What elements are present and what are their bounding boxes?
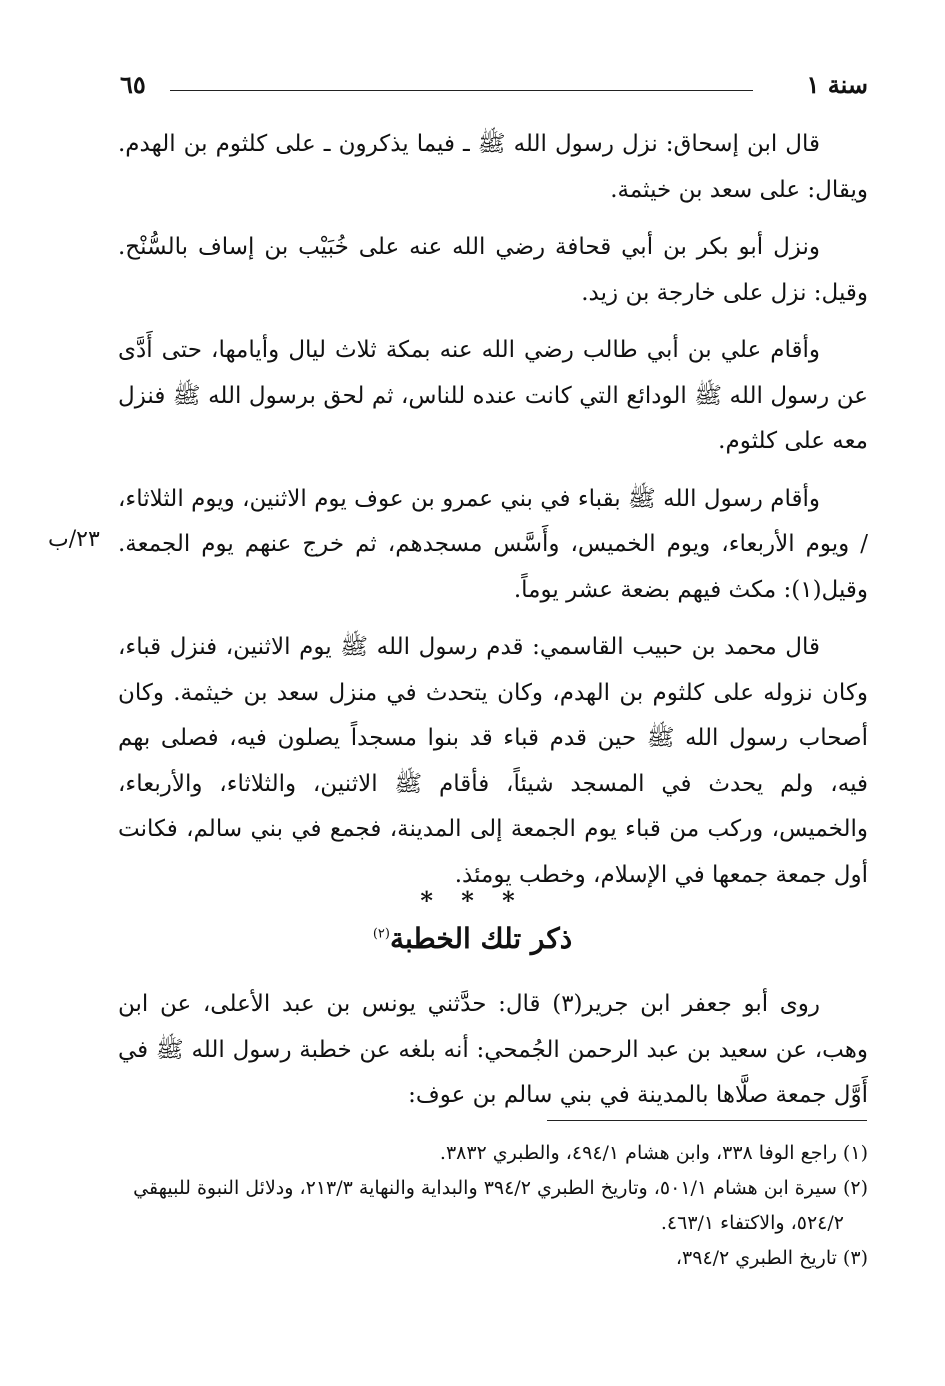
paragraph: وأقام رسول الله ﷺ بقباء في بني عمرو بن عوف يوم الاثنين، ويوم الثلاثاء، / ويوم الأربعاء، ويوم الخميس، وأَسَّس مسجدهم، ثم خرج عنهم يوم الجمعة. وقيل(١): مكث فيهم بضعة عشر يوماً. — [118, 485, 868, 603]
footnote: (١) راجع الوفا ٣٣٨، وابن هشام ٤٩٤/١، والطبري ٣٨٣٢. — [439, 1142, 868, 1164]
footnotes — [118, 1136, 868, 1276]
section-heading-footnote-ref: (٢) — [372, 926, 390, 942]
footnote-continuation — [118, 1206, 868, 1241]
footnote-rule — [547, 1120, 867, 1121]
footnote-continuation-text: ٥٢٤/٢، والاكتفاء ٤٦٣/١. — [660, 1212, 844, 1234]
page-number: ٦٥ — [120, 70, 146, 99]
paragraph: روى أبو جعفر ابن جرير(٣) قال: حدَّثني يونس بن عبد الأعلى، عن ابن وهب، عن سعيد بن عبد الرحمن الجُمحي: أنه بلغه عن خطبة رسول الله ﷺ في أَوَّل جمعة صلَّاها بالمدينة في بني سالم بن عوف: — [118, 991, 868, 1108]
paragraph: ونزل أبو بكر بن أبي قحافة رضي الله عنه على خُبَيْب بن إساف بالسُّنْح. وقيل: نزل على خارجة بن زيد. — [118, 234, 868, 306]
section-heading-text: ذكر تلك الخطبة — [389, 922, 573, 955]
folio-margin-note: ٢٣/ب — [48, 527, 100, 552]
section-separator: * * * — [420, 886, 525, 915]
footnote: (٢) سيرة ابن هشام ٥٠١/١، وتاريخ الطبري ٣٩٤/٢ والبداية والنهاية ٢١٣/٣، ودلائل النبوة للبيهقي — [133, 1177, 868, 1199]
header-rule — [170, 90, 753, 91]
section-heading — [0, 922, 945, 955]
section-text — [118, 982, 868, 1131]
running-header — [120, 66, 868, 106]
paragraph: قال محمد بن حبيب القاسمي: قدم رسول الله ﷺ يوم الاثنين، فنزل قباء، وكان نزوله على كلثوم بن الهدم، وكان يتحدث في منزل سعد بن خيثمة. وكان أصحاب رسول الله ﷺ حين قدم قباء قد بنوا مسجداً يصلون فيه، فصلى بهم فيه، ولم يحدث في المسجد شيئاً، فأقام ﷺ الاثنين، والثلاثاء، والأربعاء، والخميس، وركب من قباء يوم الجمعة إلى المدينة، فجمع في بني سالم، فكانت أول جمعة جمعها في الإسلام، وخطب يومئذ. — [118, 634, 868, 888]
paragraph: قال ابن إسحاق: نزل رسول الله ﷺ ـ فيما يذكرون ـ على كلثوم بن الهدم. ويقال: على سعد بن خيثمة. — [118, 131, 868, 203]
paragraph: وأقام علي بن أبي طالب رضي الله عنه بمكة ثلاث ليال وأيامها، حتى أَدَّى عن رسول الله ﷺ الودائع التي كانت عنده للناس، ثم لحق برسول الله ﷺ فنزل معه على كلثوم. — [118, 337, 868, 454]
footnote: (٣) تاريخ الطبري ٣٩٤/٢، — [675, 1247, 868, 1269]
header-year-label: سنة ١ — [806, 70, 868, 99]
main-text — [118, 122, 868, 910]
